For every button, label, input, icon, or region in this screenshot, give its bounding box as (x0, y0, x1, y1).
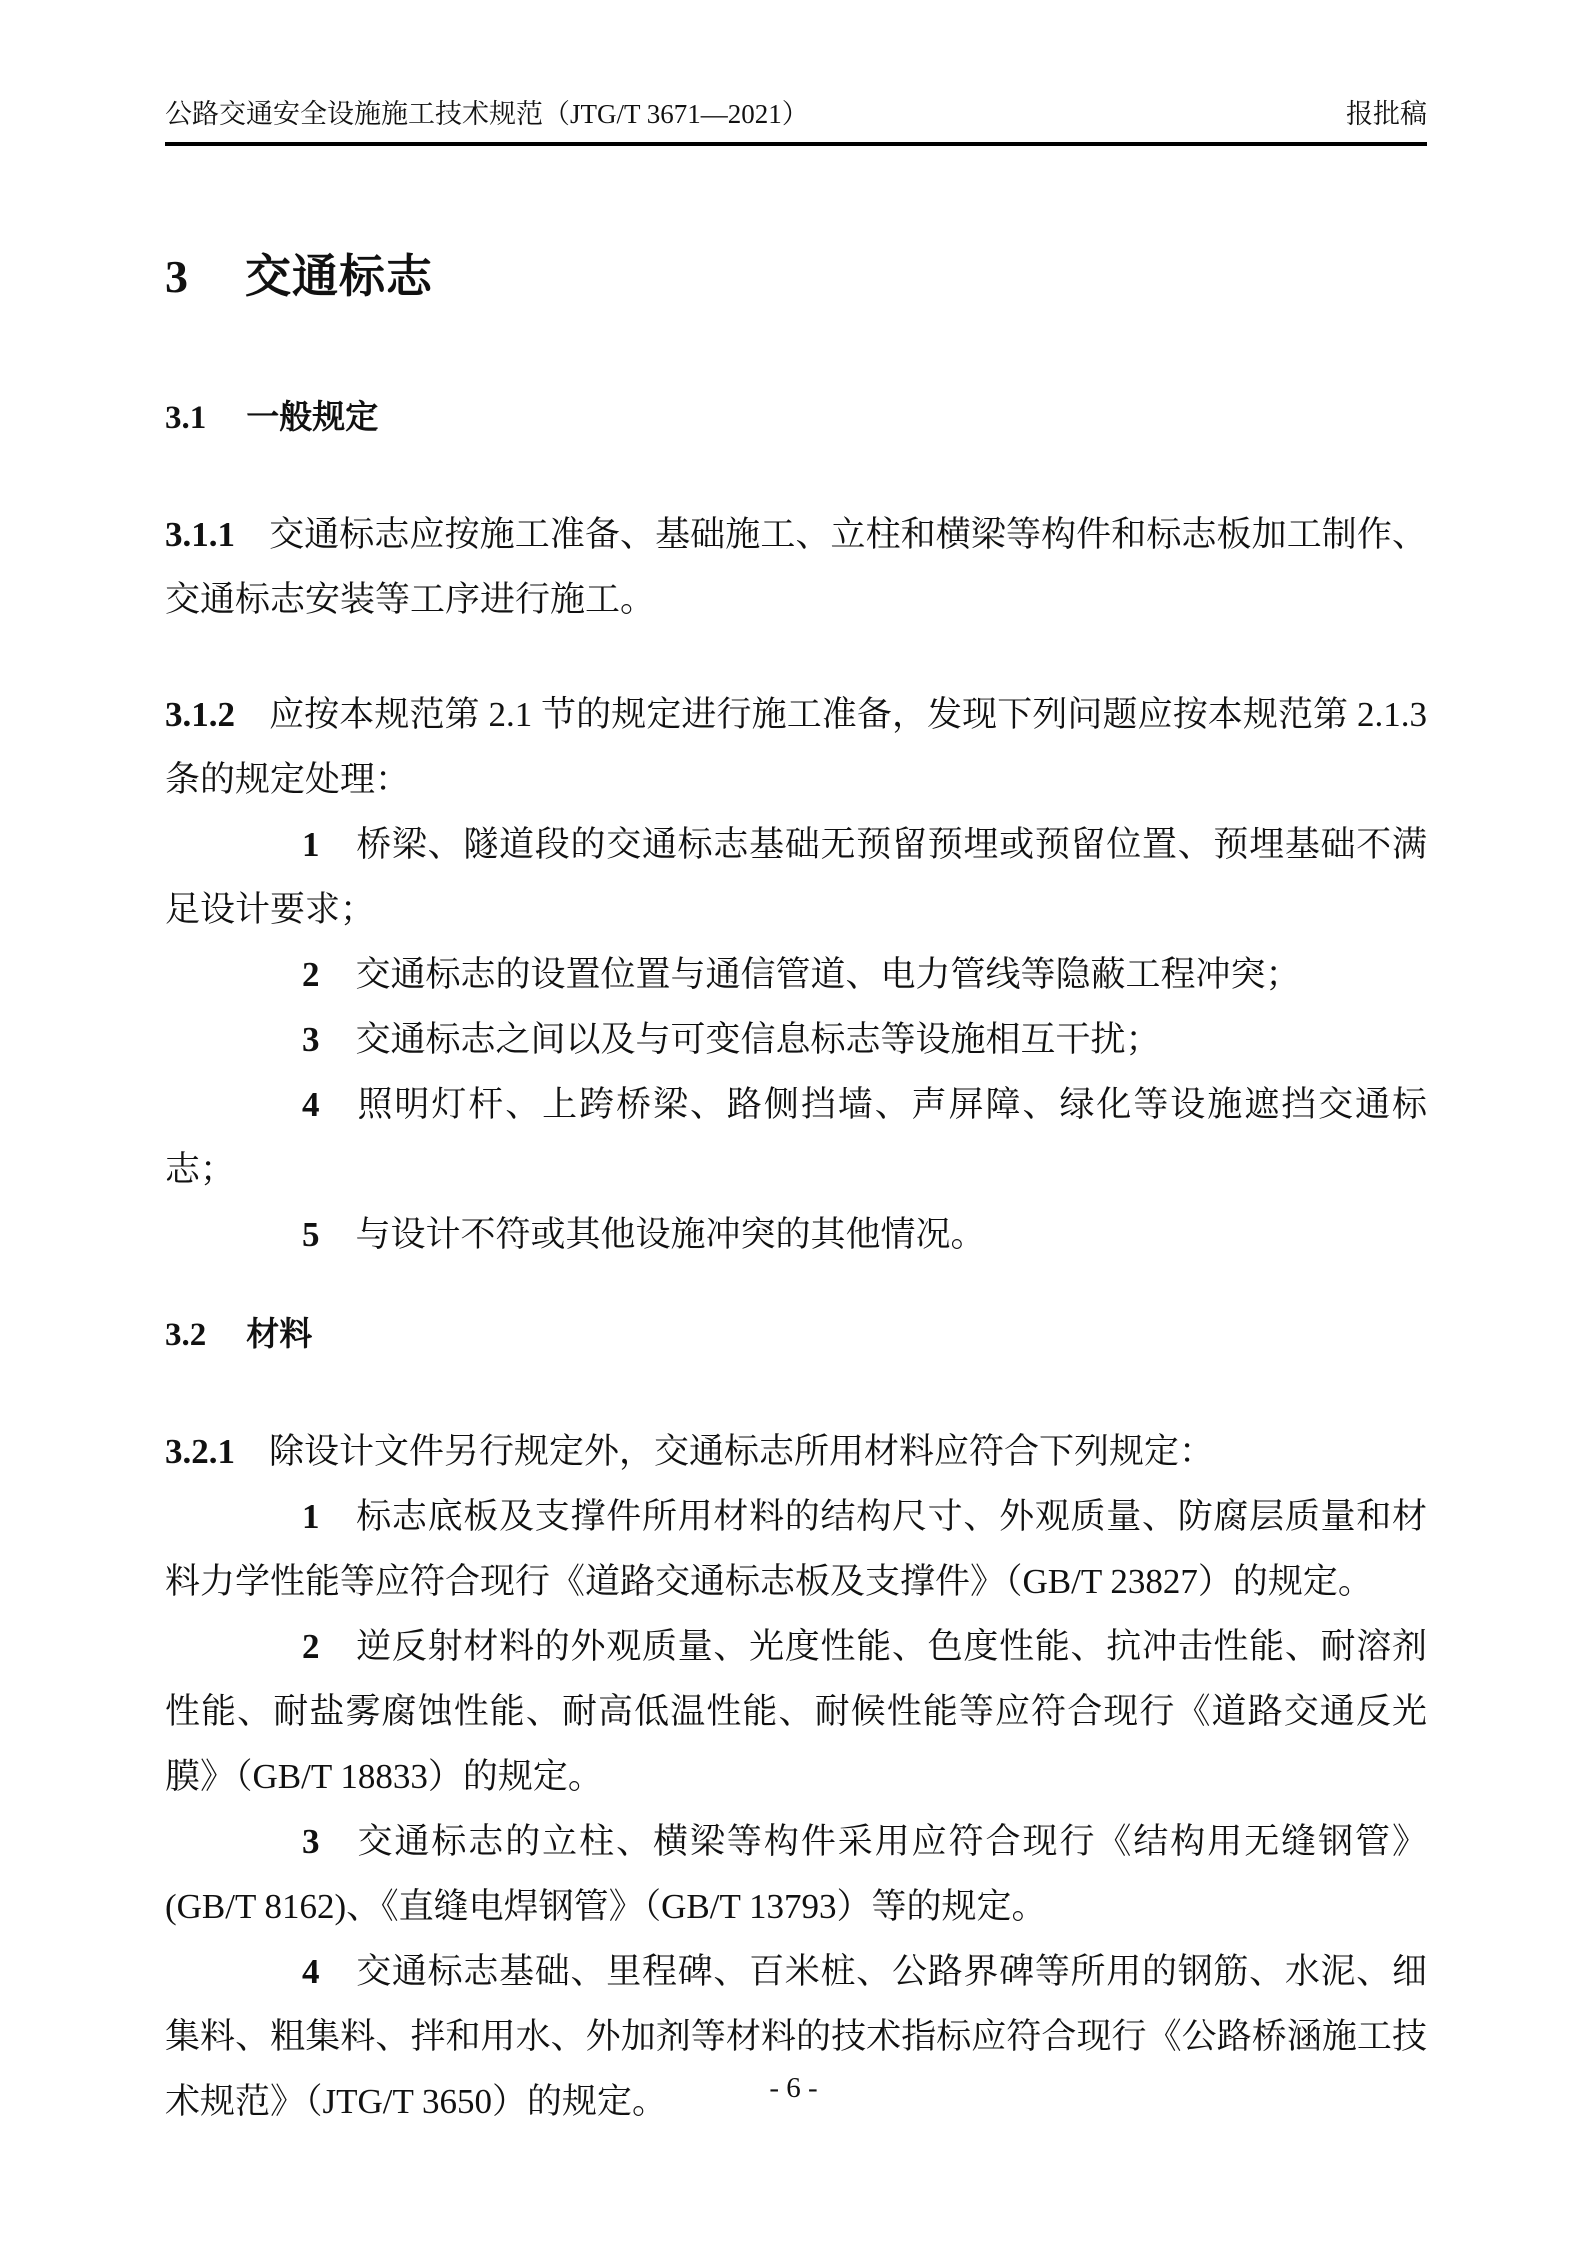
section-heading-3-1 (165, 395, 1427, 440)
item-text: 标志底板及支撑件所用材料的结构尺寸、外观质量、防腐层质量和材料力学性能等应符合现行《道路交通标志板及支撑件》（GB/T 23827）的规定。 (165, 1497, 1427, 1601)
item-number: 5 (302, 1215, 320, 1254)
list-item-4 (165, 1072, 1427, 1202)
clause-3-1-1 (165, 502, 1427, 632)
clause-text: 应按本规范第 2.1 节的规定进行施工准备，发现下列问题应按本规范第 2.1.3 条的规定处理： (165, 695, 1427, 799)
item-text: 交通标志的设置位置与通信管道、电力管线等隐蔽工程冲突； (355, 955, 1301, 994)
item-number: 4 (302, 1085, 320, 1124)
list-item-2 (165, 1614, 1427, 1809)
section-number: 3.1 (165, 400, 207, 436)
clause-text: 除设计文件另行规定外，交通标志所用材料应符合下列规定： (269, 1432, 1215, 1471)
item-text: 逆反射材料的外观质量、光度性能、色度性能、抗冲击性能、耐溶剂性能、耐盐雾腐蚀性能、耐高低温性能、耐候性能等应符合现行《道路交通反光膜》（GB/T 18833）的规定。 (165, 1627, 1427, 1796)
item-text: 交通标志之间以及与可变信息标志等设施相互干扰； (355, 1020, 1161, 1059)
list-item-2 (165, 942, 1427, 1007)
list-item-3 (165, 1007, 1427, 1072)
header-document-title: 公路交通安全设施施工技术规范（JTG/T 3671—2021） (165, 99, 809, 129)
clause-number: 3.1.1 (165, 515, 235, 554)
item-text: 交通标志基础、里程碑、百米桩、公路界碑等所用的钢筋、水泥、细集料、粗集料、拌和用水、外加剂等材料的技术指标应符合现行《公路桥涵施工技术规范》（JTG/T 3650）的规定。 (165, 1952, 1427, 2121)
list-item-1 (165, 1484, 1427, 1614)
item-number: 4 (302, 1952, 320, 1991)
chapter-title: 交通标志 (245, 250, 433, 302)
item-number: 2 (302, 955, 320, 994)
item-number: 3 (302, 1020, 320, 1059)
item-text: 桥梁、隧道段的交通标志基础无预留预埋或预留位置、预埋基础不满足设计要求； (165, 825, 1427, 929)
list-item-5 (165, 1202, 1427, 1267)
item-number: 1 (302, 825, 320, 864)
clause-text: 交通标志应按施工准备、基础施工、立柱和横梁等构件和标志板加工制作、交通标志安装等工序进行施工。 (165, 515, 1427, 619)
item-text: 照明灯杆、上跨桥梁、路侧挡墙、声屏障、绿化等设施遮挡交通标志； (165, 1085, 1427, 1189)
chapter-heading (165, 246, 1427, 307)
page-number: - 6 - (769, 2072, 818, 2104)
section-heading-3-2 (165, 1312, 1427, 1357)
page-header (165, 96, 1427, 146)
item-text: 交通标志的立柱、横梁等构件采用应符合现行《结构用无缝钢管》(GB/T 8162)、《直缝电焊钢管》（GB/T 13793）等的规定。 (165, 1822, 1427, 1926)
list-item-3 (165, 1809, 1427, 1939)
section-title: 材料 (246, 1315, 313, 1352)
clause-3-1-2 (165, 682, 1427, 812)
section-title: 一般规定 (246, 398, 379, 435)
header-draft-status: 报批稿 (1346, 99, 1427, 129)
item-text: 与设计不符或其他设施冲突的其他情况。 (355, 1215, 986, 1254)
list-item-1 (165, 812, 1427, 942)
item-number: 2 (302, 1627, 320, 1666)
clause-3-2-1 (165, 1419, 1427, 1484)
chapter-number: 3 (165, 251, 189, 302)
clause-number: 3.2.1 (165, 1432, 235, 1471)
section-number: 3.2 (165, 1317, 207, 1353)
clause-number: 3.1.2 (165, 695, 235, 734)
item-number: 3 (302, 1822, 320, 1861)
item-number: 1 (302, 1497, 320, 1536)
